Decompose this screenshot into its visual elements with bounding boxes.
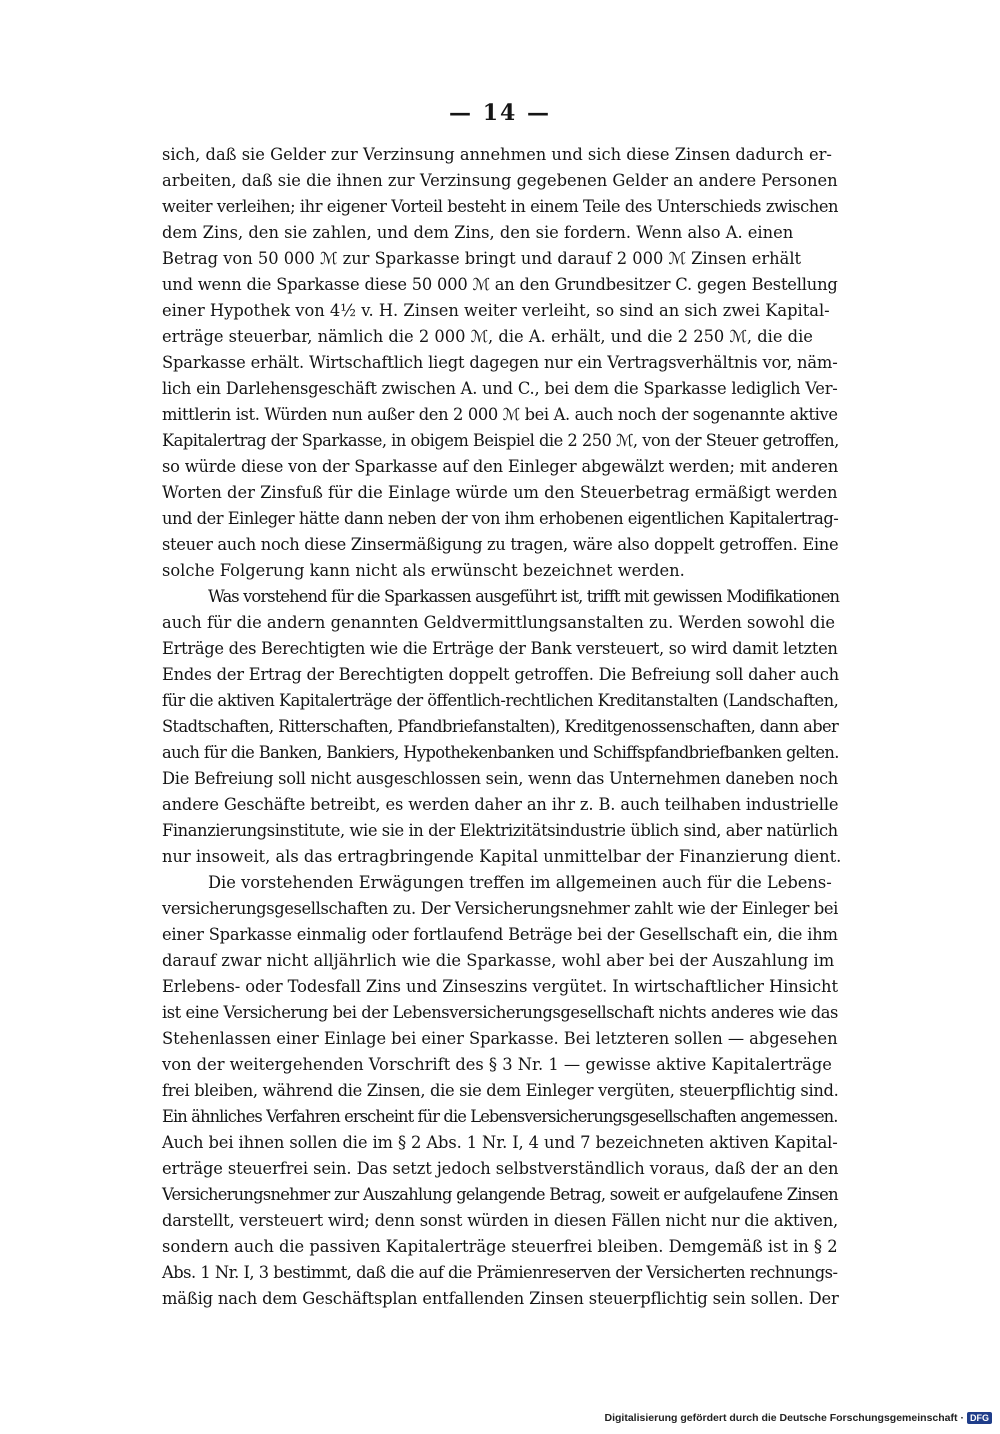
text-line: Die Befreiung soll nicht ausgeschlossen sein, wenn das Unternehmen daneben noch	[162, 769, 839, 788]
text-line: Stadtschaften, Ritterschaften, Pfandbriefanstalten), Kreditgenossenschaften, dann aber	[162, 717, 839, 736]
text-line: Erträge des Berechtigten wie die Erträge der Bank versteuert, so wird damit letzten	[162, 639, 838, 658]
text-line: erträge steuerbar, nämlich die 2 000 ℳ, die A. erhält, und die 2 250 ℳ, die die	[162, 327, 813, 346]
text-line: Was vorstehend für die Sparkassen ausgeführt ist, trifft mit gewissen Modifikationen	[208, 587, 840, 606]
text-line: weiter verleihen; ihr eigener Vorteil besteht in einem Teile des Unterschieds zwischen	[162, 197, 839, 216]
text-line: auch für die andern genannten Geldvermittlungsanstalten zu. Werden sowohl die	[162, 613, 836, 632]
text-line: arbeiten, daß sie die ihnen zur Verzinsung gegebenen Gelder an andere Personen	[162, 171, 838, 190]
text-line: auch für die Banken, Bankiers, Hypothekenbanken und Schiffspfandbriefbanken gelten.	[162, 743, 839, 762]
text-line: ist eine Versicherung bei der Lebensversicherungsgesellschaft nichts anderes wie das	[162, 1003, 838, 1022]
text-line: mäßig nach dem Geschäftsplan entfallenden Zinsen steuerpflichtig sein sollen. Der	[162, 1289, 839, 1308]
text-line: darstellt, versteuert wird; denn sonst würden in diesen Fällen nicht nur die aktiven,	[162, 1211, 838, 1230]
dfg-logo: DFG	[967, 1412, 992, 1424]
text-line: sondern auch die passiven Kapitalerträge steuerfrei bleiben. Demgemäß ist in § 2	[162, 1237, 838, 1256]
text-line: Endes der Ertrag der Berechtigten doppelt getroffen. Die Befreiung soll daher auch	[162, 665, 839, 684]
text-line: Betrag von 50 000 ℳ zur Sparkasse bringt und darauf 2 000 ℳ Zinsen erhält	[162, 249, 802, 268]
text-line: Abs. 1 Nr. I, 3 bestimmt, daß die auf die Prämienreserven der Versicherten rechnungs-	[162, 1263, 838, 1282]
text-line: Finanzierungsinstitute, wie sie in der Elektrizitätsindustrie üblich sind, aber natürlich	[162, 821, 838, 840]
text-line: erträge steuerfrei sein. Das setzt jedoch selbstverständlich voraus, daß der an den	[162, 1159, 839, 1178]
text-line: für die aktiven Kapitalerträge der öffentlich-rechtlichen Kreditanstalten (Landschaften,	[162, 691, 839, 710]
text-line: Die vorstehenden Erwägungen treffen im allgemeinen auch für die Lebens-	[208, 873, 832, 892]
text-line: von der weitergehenden Vorschrift des § 3 Nr. 1 — gewisse aktive Kapitalerträge	[162, 1055, 832, 1074]
page-number: — 14 —	[449, 100, 551, 126]
text-line: Erlebens- oder Todesfall Zins und Zinseszins vergütet. In wirtschaftlicher Hinsicht	[162, 977, 838, 996]
text-line: lich ein Darlehensgeschäft zwischen A. und C., bei dem die Sparkasse lediglich Ver-	[162, 379, 838, 398]
footer: Digitalisierung gefördert durch die Deutsche Forschungsgemeinschaft · DFG	[605, 1412, 992, 1424]
text-line: Kapitalertrag der Sparkasse, in obigem Beispiel die 2 250 ℳ, von der Steuer getroffen,	[162, 431, 839, 450]
text-line: Versicherungsnehmer zur Auszahlung gelangende Betrag, soweit er aufgelaufene Zinsen	[162, 1185, 838, 1204]
text-line: mittlerin ist. Würden nun außer den 2 000 ℳ bei A. auch noch der sogenannte aktive	[162, 405, 838, 424]
text-line: und wenn die Sparkasse diese 50 000 ℳ an den Grundbesitzer C. gegen Bestellung	[162, 275, 838, 294]
text-line: Worten der Zinsfuß für die Einlage würde um den Steuerbetrag ermäßigt werden	[162, 483, 838, 502]
text-line: sich, daß sie Gelder zur Verzinsung annehmen und sich diese Zinsen dadurch er-	[162, 145, 832, 164]
text-line: einer Hypothek von 4½ v. H. Zinsen weiter verleiht, so sind an sich zwei Kapital-	[162, 301, 830, 320]
text-line: solche Folgerung kann nicht als erwünscht bezeichnet werden.	[162, 561, 685, 580]
text-line: Ein ähnliches Verfahren erscheint für die Lebensversicherungsgesellschaften angemessen.	[162, 1107, 838, 1126]
text-line: und der Einleger hätte dann neben der von ihm erhobenen eigentlichen Kapitalertrag-	[162, 509, 839, 528]
text-line: einer Sparkasse einmalig oder fortlaufend Beträge bei der Gesellschaft ein, die ihm	[162, 925, 838, 944]
text-line: Sparkasse erhält. Wirtschaftlich liegt dagegen nur ein Vertragsverhältnis vor, näm-	[162, 353, 838, 372]
text-line: andere Geschäfte betreibt, es werden daher an ihr z. B. auch teilhaben industrielle	[162, 795, 839, 814]
text-line: steuer auch noch diese Zinsermäßigung zu tragen, wäre also doppelt getroffen. Eine	[162, 535, 839, 554]
text-line: Auch bei ihnen sollen die im § 2 Abs. 1 Nr. I, 4 und 7 bezeichneten aktiven Kapital-	[162, 1133, 838, 1152]
text-line: Stehenlassen einer Einlage bei einer Sparkasse. Bei letzteren sollen — abgesehen	[162, 1029, 838, 1048]
text-line: so würde diese von der Sparkasse auf den Einleger abgewälzt werden; mit anderen	[162, 457, 838, 476]
text-line: darauf zwar nicht alljährlich wie die Sparkasse, wohl aber bei der Auszahlung im	[162, 951, 835, 970]
body-text	[162, 142, 842, 1312]
text-line: frei bleiben, während die Zinsen, die sie dem Einleger vergüten, steuerpflichtig sind.	[162, 1081, 839, 1100]
text-line: versicherungsgesellschaften zu. Der Versicherungsnehmer zahlt wie der Einleger bei	[162, 899, 839, 918]
text-line: dem Zins, den sie zahlen, und dem Zins, den sie fordern. Wenn also A. einen	[162, 223, 794, 242]
footer-credit: Digitalisierung gefördert durch die Deutsche Forschungsgemeinschaft	[604, 1412, 958, 1424]
text-line: nur insoweit, als das ertragbringende Kapital unmittelbar der Finanzierung dient.	[162, 847, 842, 866]
